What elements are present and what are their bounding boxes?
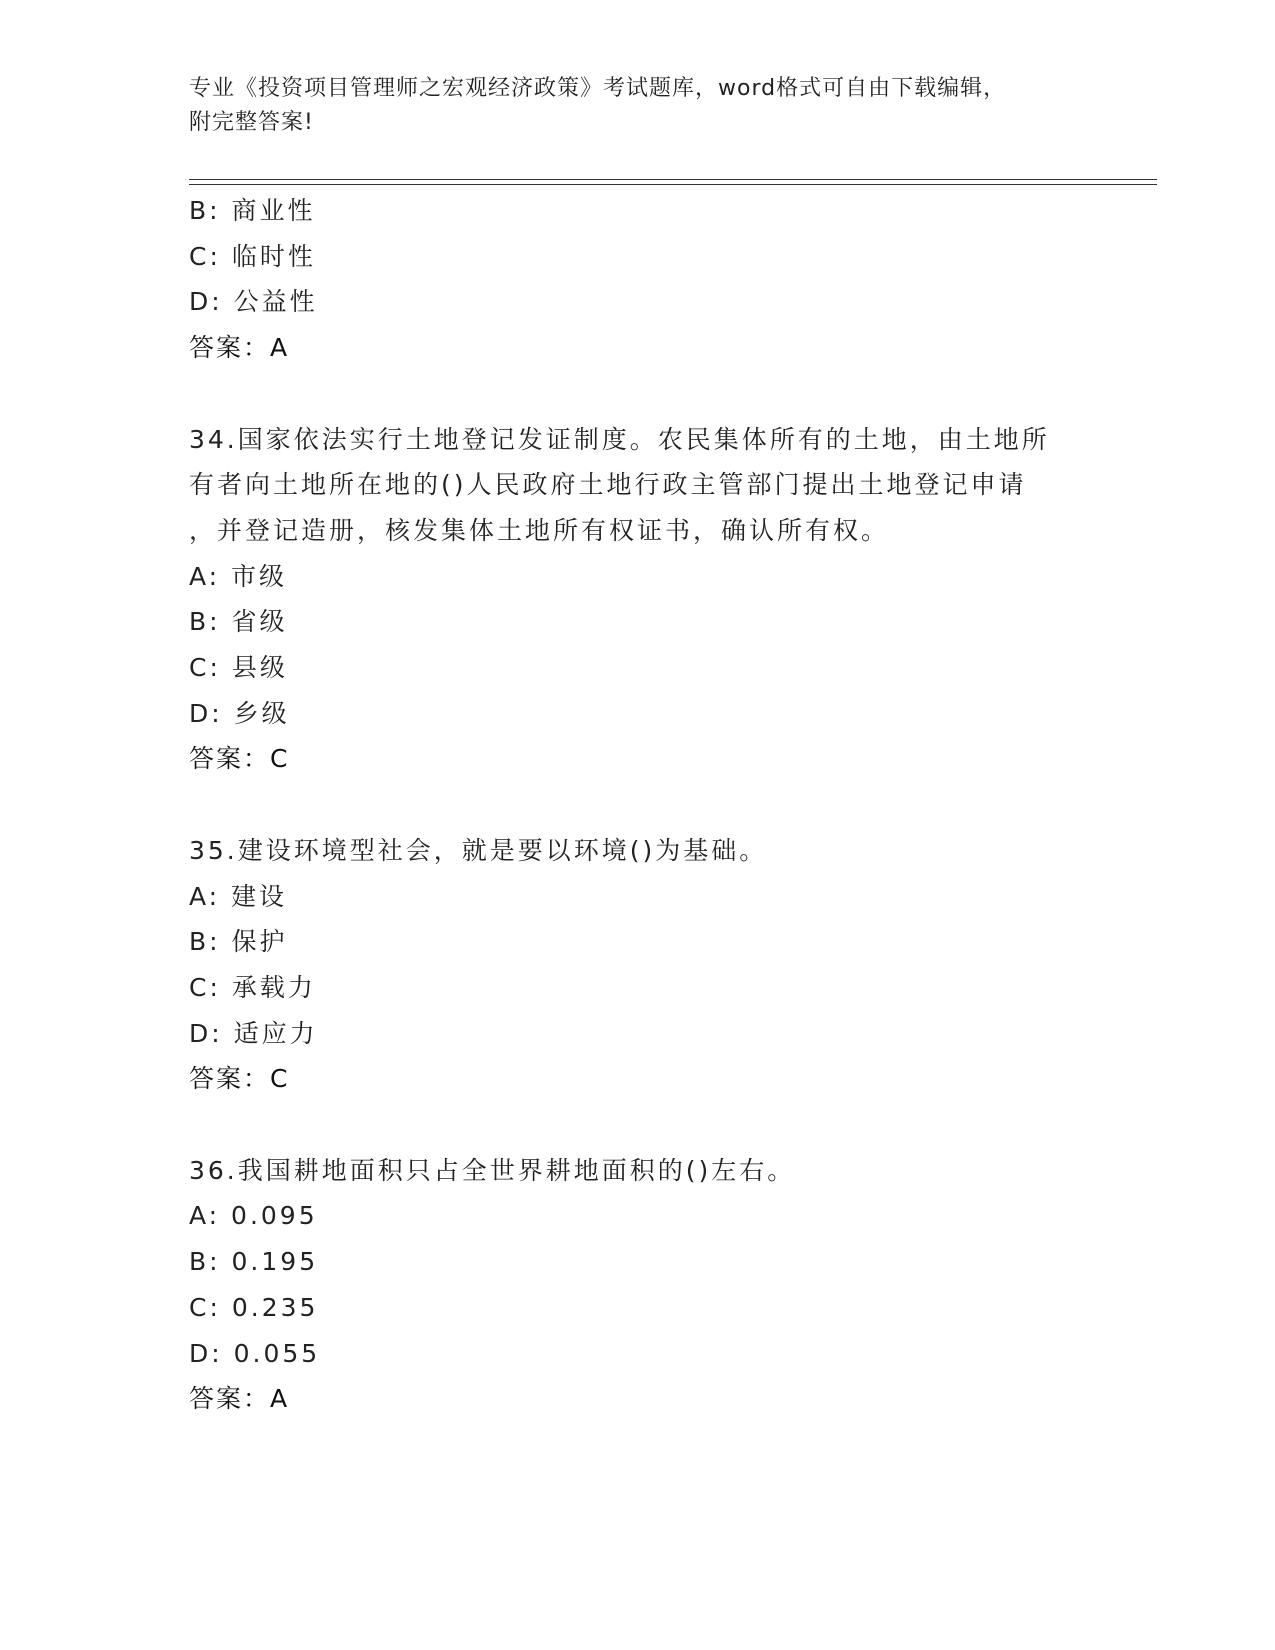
option-text: 承载力 [231, 972, 316, 1002]
spacer [189, 371, 1089, 417]
option-d [189, 1011, 1089, 1057]
option-label: C: [189, 972, 221, 1002]
option-label: A: [189, 561, 221, 591]
option-d [189, 691, 1089, 737]
answer-line: 答案：A [189, 1384, 290, 1414]
option-text: 保护 [231, 927, 288, 957]
stem-line: 34.国家依法实行土地登记发证制度。农民集体所有的土地，由土地所 [189, 424, 1050, 454]
stem-line: ，并登记造册，核发集体土地所有权证书，确认所有权。 [189, 515, 890, 545]
option-c [189, 234, 1089, 280]
header-line-1: 专业《投资项目管理师之宏观经济政策》考试题库，word格式可自由下载编辑， [189, 76, 1007, 101]
option-label: D: [189, 1018, 223, 1048]
option-text: 建设 [231, 881, 288, 911]
question-34 [189, 417, 1089, 783]
option-d [189, 279, 1089, 325]
option-label: A: [189, 1201, 221, 1231]
question-stem [189, 828, 1069, 874]
option-text: 适应力 [233, 1018, 318, 1048]
option-label: C: [189, 1292, 221, 1322]
option-a [189, 1193, 1089, 1239]
option-text: 商业性 [231, 196, 316, 225]
option-label: C: [189, 653, 221, 683]
option-label: D: [189, 698, 223, 728]
question-stem [189, 417, 1069, 554]
option-label: B: [189, 1247, 221, 1277]
header-divider-top [189, 179, 1157, 180]
answer-line: 答案：C [189, 1064, 290, 1094]
page-header [189, 72, 1069, 140]
option-text: 0.195 [231, 1247, 319, 1277]
option-d [189, 1331, 1089, 1377]
option-text: 市级 [231, 561, 288, 591]
spacer [189, 1102, 1089, 1148]
option-text: 0.235 [231, 1292, 319, 1322]
option-label: C: [189, 241, 221, 271]
option-text: 乡级 [233, 698, 290, 728]
option-c [189, 965, 1089, 1011]
option-label: B: [189, 927, 221, 957]
stem-line: 36.我国耕地面积只占全世界耕地面积的()左右。 [189, 1155, 796, 1185]
option-b [189, 919, 1089, 965]
header-line-2: 附完整答案! [189, 110, 314, 135]
option-text: 公益性 [233, 287, 318, 317]
question-33-continuation [189, 188, 1089, 371]
option-label: A: [189, 881, 221, 911]
option-b [189, 188, 1089, 234]
option-label: D: [189, 1338, 223, 1368]
answer-line: 答案：C [189, 744, 290, 774]
answer-line: 答案：A [189, 333, 290, 363]
question-36 [189, 1148, 1089, 1422]
question-list [189, 188, 1089, 1422]
option-c [189, 645, 1089, 691]
header-divider-bottom [189, 184, 1157, 185]
stem-line: 有者向土地所在地的()人民政府土地行政主管部门提出土地登记申请 [189, 470, 1027, 500]
option-text: 0.055 [233, 1338, 321, 1368]
option-text: 0.095 [231, 1201, 318, 1231]
option-label: B: [189, 607, 221, 637]
option-text: 临时性 [231, 241, 316, 271]
option-b [189, 1239, 1089, 1285]
option-text: 省级 [231, 607, 288, 637]
stem-line: 35.建设环境型社会，就是要以环境()为基础。 [189, 835, 768, 865]
option-label: D: [189, 287, 223, 317]
question-stem [189, 1148, 1069, 1194]
question-35 [189, 828, 1089, 1102]
option-label: B: [189, 196, 221, 225]
option-a [189, 874, 1089, 920]
option-b [189, 599, 1089, 645]
option-a [189, 554, 1089, 600]
option-text: 县级 [231, 653, 288, 683]
spacer [189, 782, 1089, 828]
option-c [189, 1285, 1089, 1331]
